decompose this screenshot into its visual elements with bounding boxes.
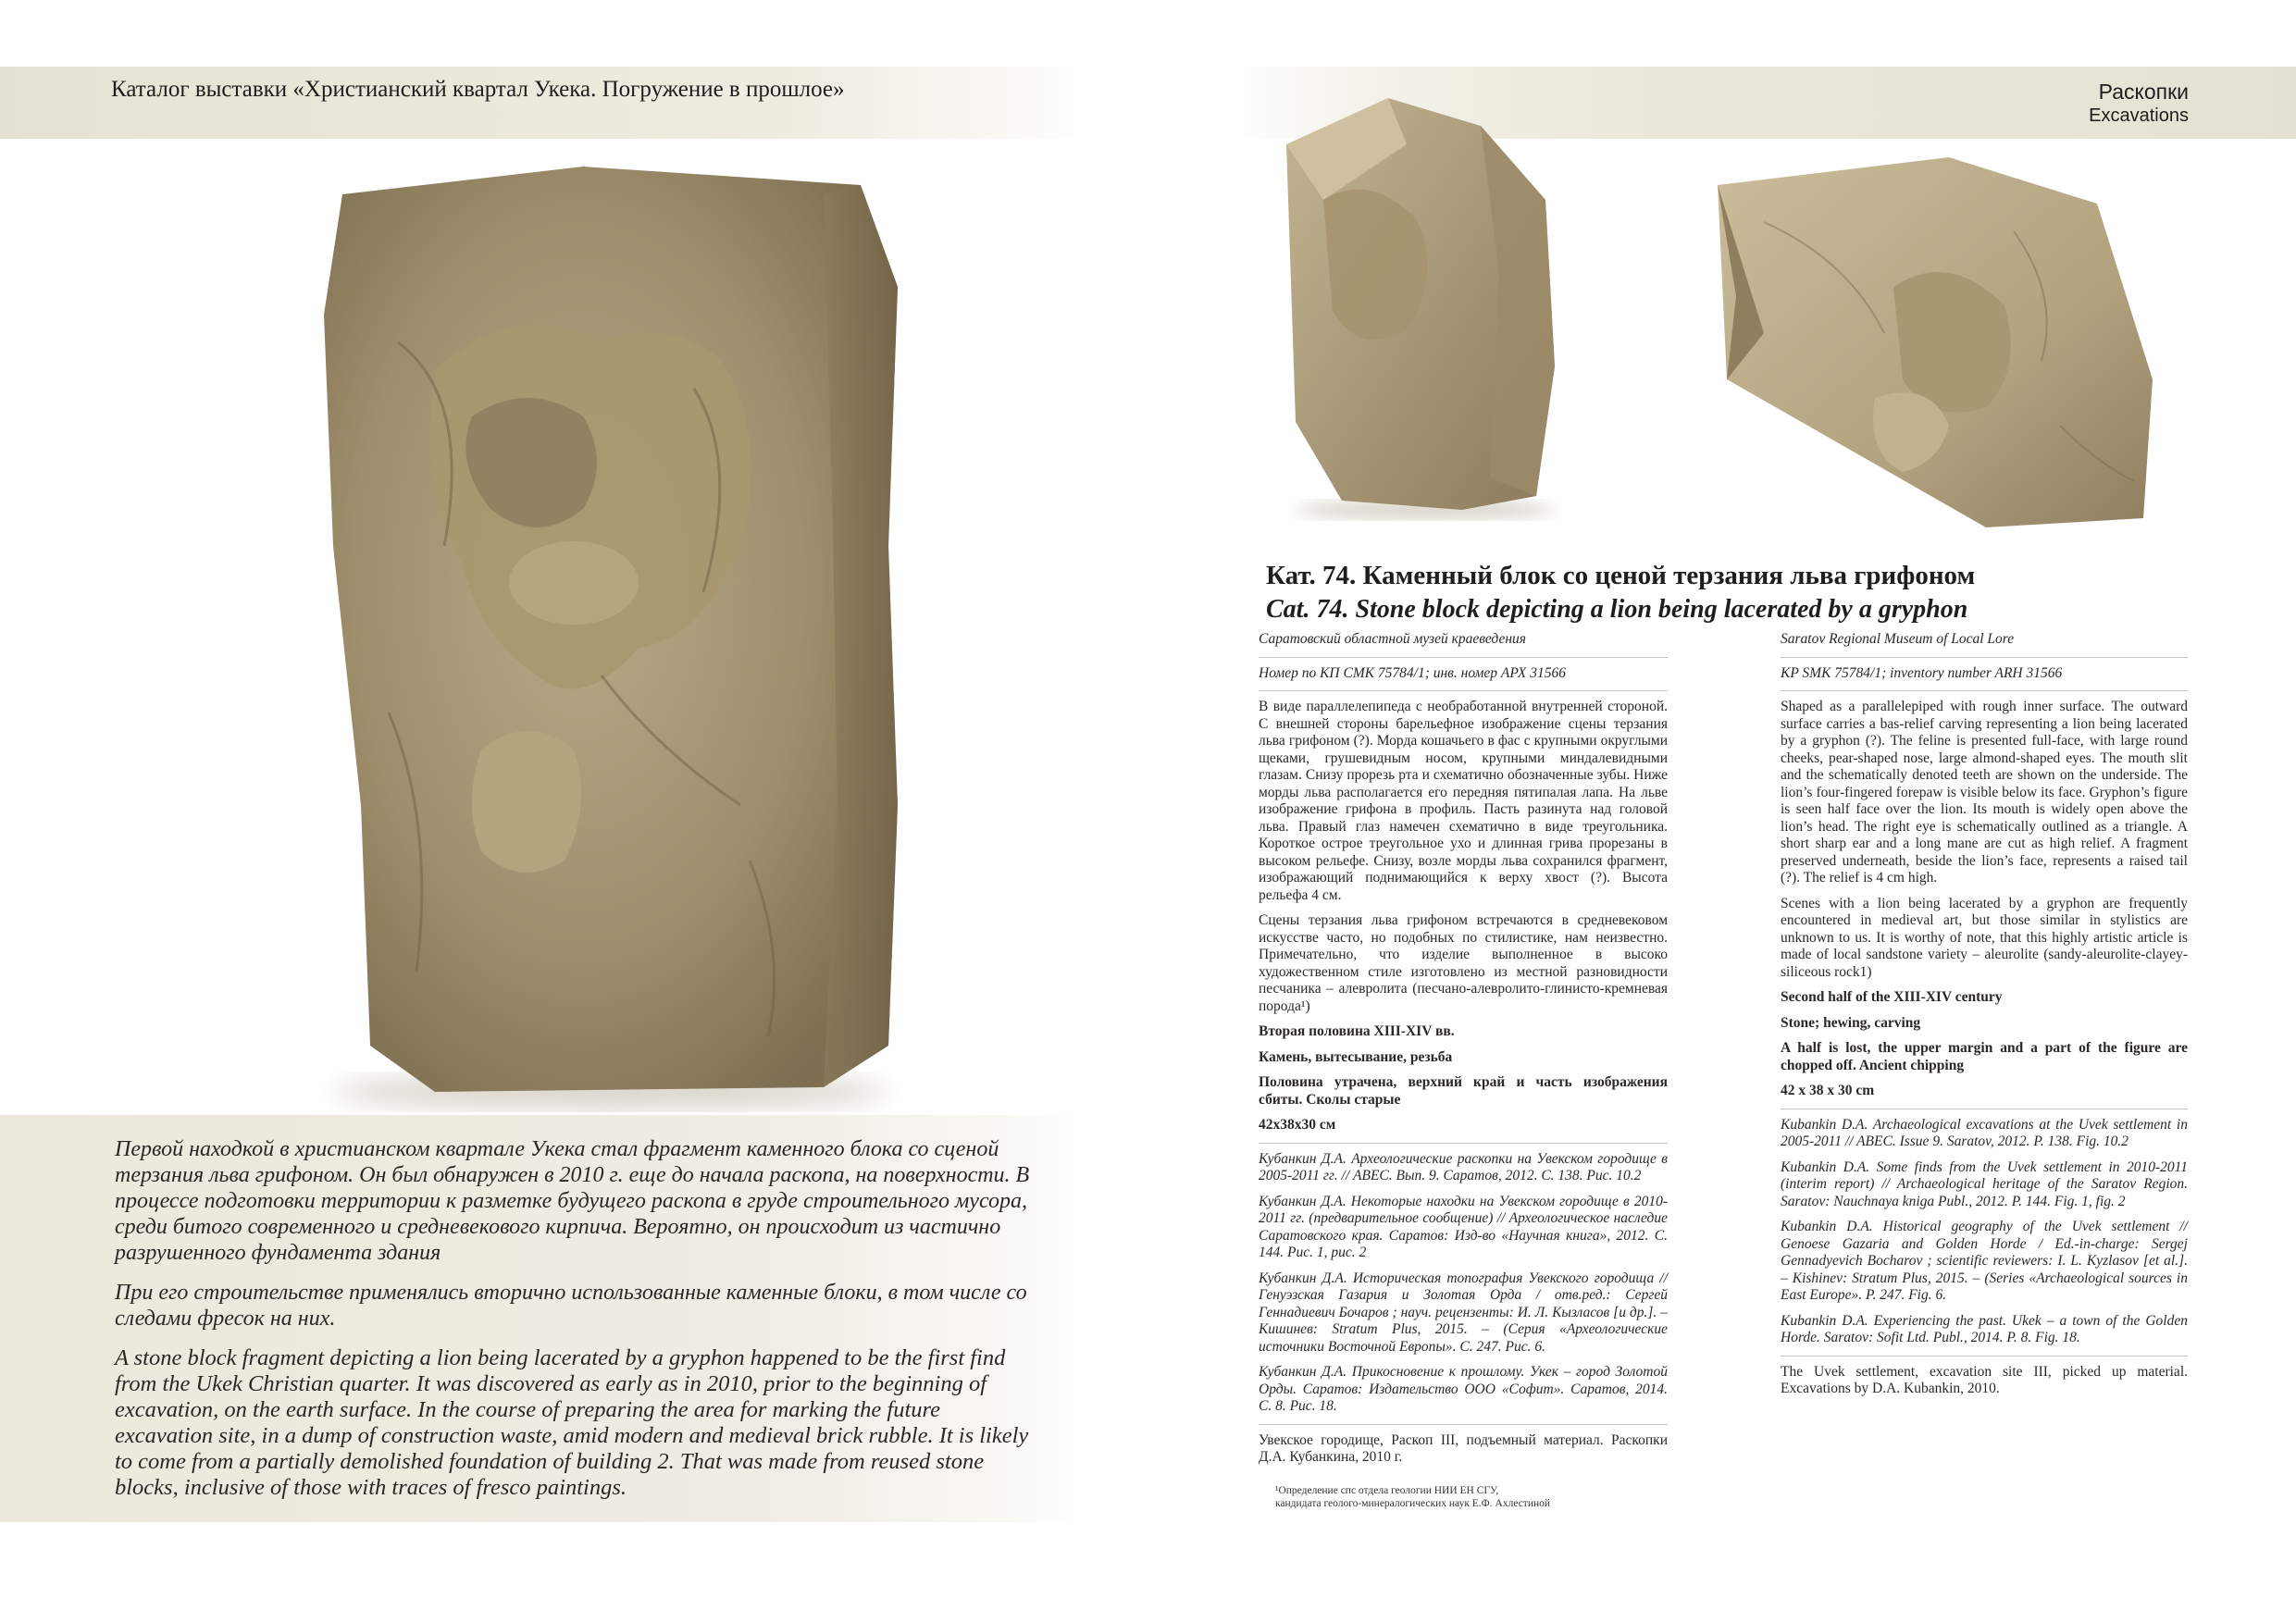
find-en: The Uvek settlement, excavation site III, picked up material. Excavations by D.A. Kubankin, 2010. xyxy=(1781,1363,2188,1396)
date-en: Second half of the XIII-XIV century xyxy=(1781,989,2003,1005)
stone-block-side-photo xyxy=(1268,89,1573,524)
size-en: 42 x 38 x 30 cm xyxy=(1781,1083,1875,1098)
condition-ru: Половина утрачена, верхний край и часть изображения сбиты. Сколы старые xyxy=(1259,1074,1668,1108)
material-en: Stone; hewing, carving xyxy=(1781,1014,1921,1031)
reference-en-1: Kubankin D.A. Archaeological excavations at the Uvek settlement in 2005-2011 // ABEC. Issue 9. Saratov, 2012. P. 138. Fig. 10.2 xyxy=(1781,1116,2188,1149)
inventory-en: KP SMK 75784/1; inventory number ARH 31566 xyxy=(1781,664,2063,681)
stone-block-front-photo xyxy=(305,157,916,1120)
condition-en: A half is lost, the upper margin and a part of the figure are chopped off. Ancient chipping xyxy=(1781,1040,2188,1073)
material-ru: Камень, вытесывание, резьба xyxy=(1259,1048,1453,1065)
description-ru-2: Сцены терзания льва грифоном встречаются в средневековом искусстве часто, но подобных по стилистике, нам неизвестно. Примечательно, что изделие выполненное в высоко художественном стиле изготовлено из местной разновидности песчаника – алевролита (песчано-алевролито-глинисто-кремневая порода¹) xyxy=(1259,912,1668,1014)
stone-block-angle-photo xyxy=(1708,148,2162,537)
divider xyxy=(1259,1424,1668,1425)
size-ru: 42х38х30 см xyxy=(1259,1117,1336,1133)
catalog-title-ru: Кат. 74. Каменный блок со ценой терзания льва грифоном xyxy=(1266,561,1976,590)
intro-caption xyxy=(115,1136,1036,1515)
intro-caption-ru-1: Первой находкой в христианском квартале Укека стал фрагмент каменного блока со сценой терзания льва грифоном. Он был обнаружен в 2010 г. еще до начала раскопа, на поверхности. В процессе подготовки территории к разметке будущего раскопа в груде строительного мусора, среди битого современного и средневекового кирпича. Вероятно, он происходит из частично разрушенного фундамента здания xyxy=(115,1137,1030,1265)
description-en-2: Scenes with a lion being lacerated by a gryphon are frequently encountered in medieval art, but those similar in stylistics are unknown to us. It is worthy of note, that this highly artistic article is made of local sandstone variety – aleurolite (sandy-aleurolite-clayey-siliceous rock1) xyxy=(1781,895,2188,980)
reference-ru-3: Кубанкин Д.А. Историческая топография Увекского городища // Генуэзская Газария и Золотая Орда / отв.ред.: Сергей Геннадиевич Бочаров ; науч. рецензенты: И. Л. Кызласов [и др.]. – Кишинев: Stratum Plus, 2015. – (Серия «Археологические источники Восточной Европы». С. 247. Рис. 6. xyxy=(1259,1270,1668,1355)
description-en-1: Shaped as a parallelepiped with rough inner surface. The outward surface carries a bas-relief carving representing a lion being lacerated by a gryphon (?). The feline is presented full-face, with large round cheeks, pear-shaped nose, large almond-shaped eyes. The mouth slit and the schematically denoted teeth are shown on the underside. The lion’s four-fingered forepaw is visible below its face. Gryphon’s figure is seen half face over the lion. Its mouth is widely open above the lion’s head. The right eye is schematically outlined as a triangle. A short sharp ear and a long mane are cut as high relief. A fragment preserved underneath, beside the lion’s face, represents a raised tail (?). The relief is 4 cm high. xyxy=(1781,699,2188,886)
divider xyxy=(1781,657,2188,658)
intro-caption-ru-2: При его строительстве применялись вторично использованные каменные блоки, в том числе со следами фресок на них. xyxy=(115,1281,1027,1331)
catalog-title-en: Cat. 74. Stone block depicting a lion being lacerated by a gryphon xyxy=(1266,595,1968,624)
catalog-column-en xyxy=(1781,631,2188,1406)
header-catalog-title: Каталог выставки «Христианский квартал Укека. Погружение в прошлое» xyxy=(111,77,845,102)
museum-en: Saratov Regional Museum of Local Lore xyxy=(1781,631,2015,647)
footnote-line-1: ¹Определение спс отдела геологии НИИ ЕН СГУ, xyxy=(1275,1485,1499,1496)
reference-en-4: Kubankin D.A. Experiencing the past. Ukek – a town of the Golden Horde. Saratov: Sofit Ltd. Publ., 2014. P. 8. Fig. 18. xyxy=(1781,1312,2188,1345)
divider xyxy=(1259,1143,1668,1144)
footnote xyxy=(1275,1484,1701,1510)
intro-caption-en: A stone block fragment depicting a lion being lacerated by a gryphon happened to be the first find from the Ukek Christian quarter. It was discovered as early as in 2010, prior to the beginning of excavation, on the earth surface. In the course of preparing the area for marking the future excavation site, in a dump of construction waste, amid modern and medieval brick rubble. It is likely to come from a partially demolished foundation of building 2. That was made from reused stone blocks, inclusive of those with traces of fresco paintings. xyxy=(115,1345,1029,1500)
divider xyxy=(1259,657,1668,658)
description-ru-1: В виде параллелепипеда с необработанной внутренней стороной. С внешней стороны барельефное изображение сцены терзания льва грифоном (?). Морда кошачьего в фас с крупными округлыми щеками, грушевидным носом, крупными миндалевидными глазам. Снизу прорезь рта и схематично обозначенные зубы. Ниже морды льва располагается его передняя пятипалая лапа. На льве изображение грифона в профиль. Пасть разинута над головой льва. Правый глаз намечен схематично в виде треугольника. Короткое острое треугольное ухо и длинная грива прорезаны в высоком рельефе. Снизу, возле морды льва сохранился фрагмент, изображающий поднимающийся к верху хвост (?). Высота рельефа 4 см. xyxy=(1259,699,1668,903)
header-section xyxy=(2089,79,2189,127)
museum-ru: Саратовский областной музей краеведения xyxy=(1259,631,1526,647)
footnote-line-2: кандидата геолого-минералогических наук Е.Ф. Ахлестиной xyxy=(1275,1498,1551,1509)
date-ru: Вторая половина XIII-XIV вв. xyxy=(1259,1023,1455,1039)
header-section-ru: Раскопки xyxy=(2098,80,2189,104)
catalog-column-ru xyxy=(1259,631,1668,1475)
divider xyxy=(1781,1356,2188,1357)
divider xyxy=(1781,690,2188,691)
find-ru: Увекское городище, Раскоп III, подъемный материал. Раскопки Д.А. Кубанкина, 2010 г. xyxy=(1259,1431,1668,1465)
reference-en-2: Kubankin D.A. Some finds from the Uvek settlement in 2010-2011 (interim report) // Archaeological heritage of the Saratov Region. Saratov: Nauchnaya kniga Publ., 2012. P. 144. Fig. 1, fig. 2 xyxy=(1781,1158,2188,1209)
reference-en-3: Kubankin D.A. Historical geography of the Uvek settlement // Genoese Gazaria and Golden Horde / Ed.-in-charge: Sergej Gennadyevich Bocharov ; scientific reviewers: I. L. Kyzlasov [et al.]. – Kishinev: Stratum Plus, 2015. – (Series «Archaeological sources in East Europe». P. 247. Fig. 6. xyxy=(1781,1219,2188,1303)
reference-ru-1: Кубанкин Д.А. Археологические раскопки на Увекском городище в 2005-2011 гг. // АВЕС. Вып. 9. Саратов, 2012. С. 138. Рис. 10.2 xyxy=(1259,1150,1668,1183)
divider xyxy=(1259,690,1668,691)
reference-ru-4: Кубанкин Д.А. Прикосновение к прошлому. Укек – город Золотой Орды. Саратов: Издательство ООО «Софит». Саратов, 2014. С. 8. Рис. 18. xyxy=(1259,1364,1668,1414)
inventory-ru: Номер по КП СМК 75784/1; инв. номер АРХ 31566 xyxy=(1259,664,1566,681)
reference-ru-2: Кубанкин Д.А. Некоторые находки на Увекском городище в 2010-2011 гг. (предварительное сообщение) // Археологическое наследие Саратовского края. Саратов: Изд-во «Научная книга», 2012. С. 144. Рис. 1, рис. 2 xyxy=(1259,1193,1668,1260)
header-section-en: Excavations xyxy=(2089,105,2189,126)
